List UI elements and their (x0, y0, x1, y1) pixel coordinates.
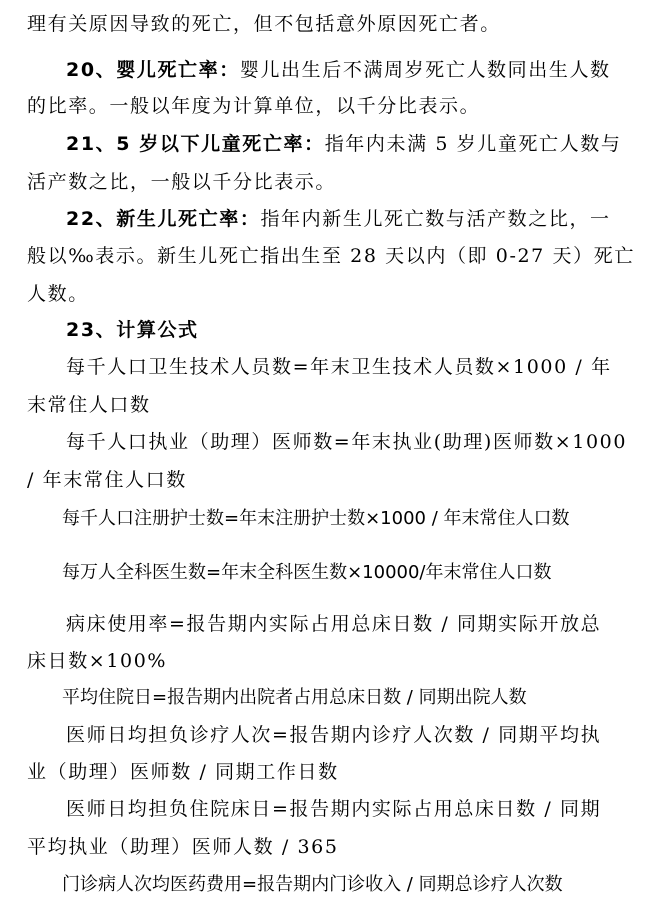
formula-line (66, 430, 627, 454)
formula-line (27, 393, 151, 417)
text-line (27, 244, 635, 268)
formula-line (62, 686, 527, 710)
formula-line (27, 649, 167, 673)
term-20: 20、婴儿死亡率： (66, 59, 240, 81)
formula-line (66, 723, 601, 747)
section-heading-23 (66, 318, 199, 342)
formula-text: 末常住人口数 (27, 394, 151, 416)
formula-text: 业（助理）医师数 / 同期工作日数 (27, 761, 339, 783)
formula-text: 医师日均担负住院床日=报告期内实际占用总床日数 / 同期 (66, 798, 602, 820)
formula-text: 每千人口卫生技术人员数=年末卫生技术人员数×1000 / 年 (66, 356, 612, 378)
term-23: 23、计算公式 (66, 319, 199, 341)
text-line-content: 理有关原因导致的死亡，但不包括意外原因死亡者。 (27, 13, 501, 35)
definition-22-text: 指年内新生儿死亡数与活产数之比，一 (260, 208, 611, 230)
formula-line (27, 468, 187, 492)
text-line (27, 94, 480, 118)
formula-line (66, 612, 601, 636)
formula-text: 每万人全科医生数=年末全科医生数×10000/年末常住人口数 (62, 562, 552, 583)
formula-text: 平均执业（助理）医师人数 / 365 (27, 836, 339, 858)
formula-text: 每千人口注册护士数=年末注册护士数×1000 / 年末常住人口数 (62, 508, 570, 529)
definition-22 (66, 207, 611, 231)
formula-text: 病床使用率=报告期内实际占用总床日数 / 同期实际开放总 (66, 613, 602, 635)
definition-21-text: 指年内未满 5 岁儿童死亡人数与 (324, 133, 622, 155)
formula-line (66, 355, 612, 379)
formula-line (66, 797, 601, 821)
formula-text: 门诊病人次均医药费用=报告期内门诊收入 / 同期总诊疗人次数 (62, 874, 563, 895)
formula-text: 医师日均担负诊疗人次=报告期内诊疗人次数 / 同期平均执 (66, 724, 602, 746)
formula-line (62, 561, 552, 585)
text-line-content: 的比率。一般以年度为计算单位，以千分比表示。 (27, 95, 481, 117)
definition-20-text: 婴儿出生后不满周岁死亡人数同出生人数 (239, 59, 611, 81)
formula-text: 每千人口执业（助理）医师数=年末执业(助理)医师数×1000 (66, 431, 628, 453)
term-22: 22、新生儿死亡率： (66, 208, 261, 230)
text-line (27, 282, 89, 306)
formula-line (27, 760, 339, 784)
formula-line (62, 507, 569, 531)
formula-line (62, 873, 563, 897)
formula-text: / 年末常住人口数 (27, 469, 187, 491)
definition-20 (66, 58, 611, 82)
term-21: 21、5 岁以下儿童死亡率： (66, 133, 325, 155)
definition-21 (66, 132, 621, 156)
formula-text: 床日数×100% (27, 650, 168, 672)
text-line-content: 人数。 (27, 283, 89, 305)
text-line (27, 170, 336, 194)
formula-text: 平均住院日=报告期内出院者占用总床日数 / 同期出院人数 (62, 687, 527, 708)
text-line-content: 活产数之比，一般以千分比表示。 (27, 171, 337, 193)
text-line-content: 般以‰表示。新生儿死亡指出生至 28 天以内（即 0-27 天）死亡 (27, 245, 635, 267)
text-line (27, 12, 501, 36)
formula-line (27, 835, 339, 859)
